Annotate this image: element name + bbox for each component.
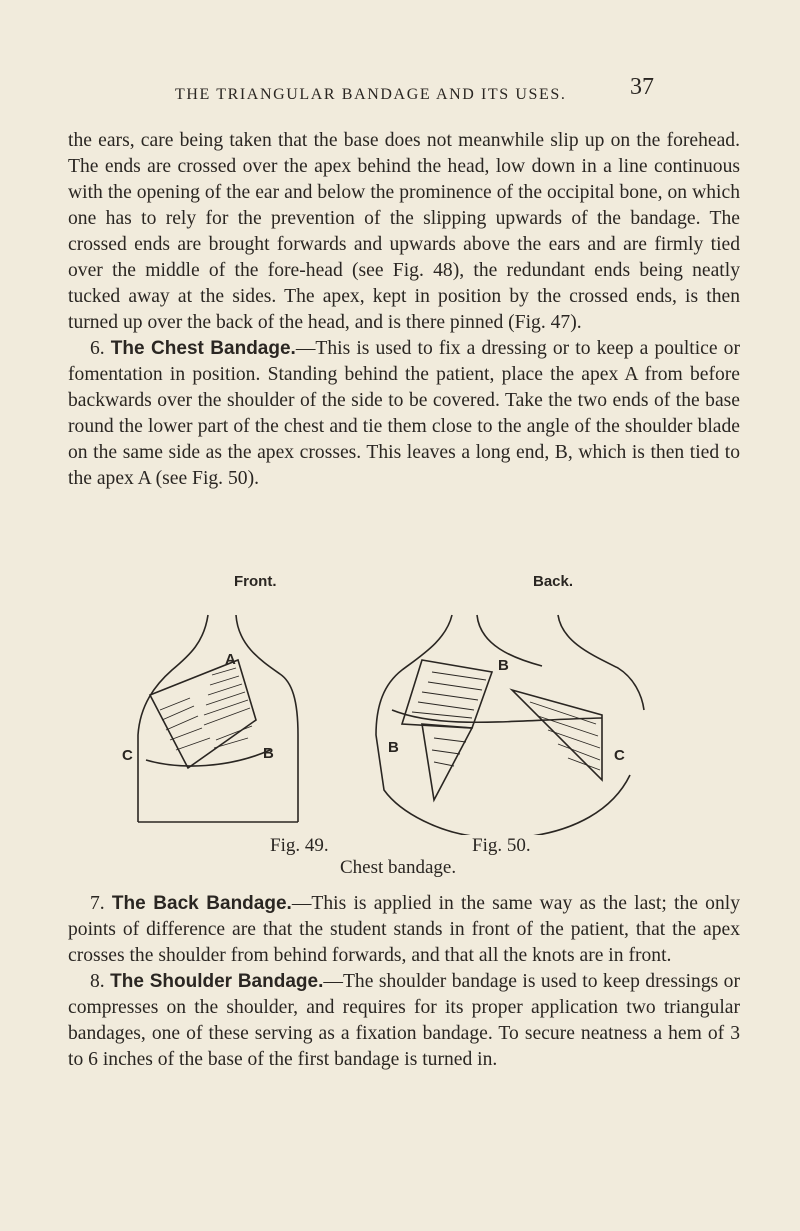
back-torso-bottom-right	[532, 775, 630, 835]
paragraph-back-bandage	[68, 891, 740, 969]
section-text: —This is used to fix a dressing or to keep a poultice or fomentation in position. Standing behind the patient, place the apex A from before backwards over the shoulder of the side to be covered. Take the two ends of the base round the lower part of the chest and tie them close to the angle of the shoulder blade on the same side as the apex crosses. This leaves a long end, B, which is then tied to the apex A (see Fig. 50).	[68, 338, 740, 489]
paragraph-chest-bandage	[68, 336, 740, 492]
section-number: 6.	[90, 338, 105, 359]
bandage-hatching-front	[160, 668, 252, 750]
section-heading-shoulder-bandage: The Shoulder Bandage.	[110, 971, 324, 992]
front-torso-left-outline	[138, 615, 208, 822]
section-text: —The shoulder bandage is used to keep dressings or compresses on the shoulder, and requires for its proper application two triangular bandages, one of these serving as a fixation bandage. To secure neatness a hem of 3 to 6 inches of the base of the first bandage is turned in.	[68, 971, 740, 1070]
bandage-triangle-back-right	[512, 690, 602, 780]
bandage-base-back	[392, 710, 602, 722]
paragraph-shoulder-bandage	[68, 969, 740, 1073]
front-label: Front.	[234, 573, 277, 590]
bandage-base-front	[146, 750, 270, 766]
fig50-letter-b-top: B	[498, 657, 509, 674]
back-neck-right	[477, 615, 542, 666]
bandage-triangle-back-top	[402, 660, 492, 728]
fig-49-caption: Fig. 49.	[270, 835, 329, 856]
fig50-letter-b-left: B	[388, 739, 399, 756]
section-number: 7.	[90, 893, 105, 914]
figure-shared-caption: Chest bandage.	[340, 857, 457, 878]
page-number: 37	[630, 74, 654, 100]
back-label: Back.	[533, 573, 574, 590]
fig-49-illustration	[120, 600, 310, 835]
fig50-letter-c: C	[614, 747, 625, 764]
front-torso-right-outline	[236, 615, 298, 822]
section-heading-back-bandage: The Back Bandage.	[111, 893, 292, 914]
fig49-letter-a: A	[225, 651, 236, 668]
section-text: —This is applied in the same way as the last; the only points of difference are that the student stands in front of the patient, that the apex crosses the shoulder from behind forwards, and that all the knots are in front.	[68, 893, 740, 966]
running-title: THE TRIANGULAR BANDAGE AND ITS USES.	[175, 86, 567, 103]
paragraph-continued: the ears, care being taken that the base does not meanwhile slip up on the forehead. The ends are crossed over the apex behind the head, low down in a line continuous with the opening of the ear and below the prominence of the occipital bone, on which one has to rely for the prevention of the slipping upwards of the bandage. The crossed ends are brought forwards and upwards above the ears and are firmly tied over the middle of the fore-head (see Fig. 48), the redundant ends being neatly tucked away at the sides. The apex, kept in position by the crossed ends, is then turned up over the back of the head, and is there pinned (Fig. 47).	[68, 130, 740, 333]
page-header	[0, 74, 800, 114]
fig-50-illustration	[362, 600, 662, 835]
fig49-letter-c: C	[122, 747, 133, 764]
back-torso-right-outline	[558, 615, 644, 710]
section-heading-chest-bandage: The Chest Bandage.	[110, 338, 296, 359]
fig-50-caption: Fig. 50.	[472, 835, 531, 856]
bandage-triangle-back-knot	[422, 724, 472, 800]
section-number: 8.	[90, 971, 105, 992]
bottom-text	[68, 891, 740, 1073]
top-text	[68, 128, 740, 492]
fig49-letter-b: B	[263, 745, 274, 762]
